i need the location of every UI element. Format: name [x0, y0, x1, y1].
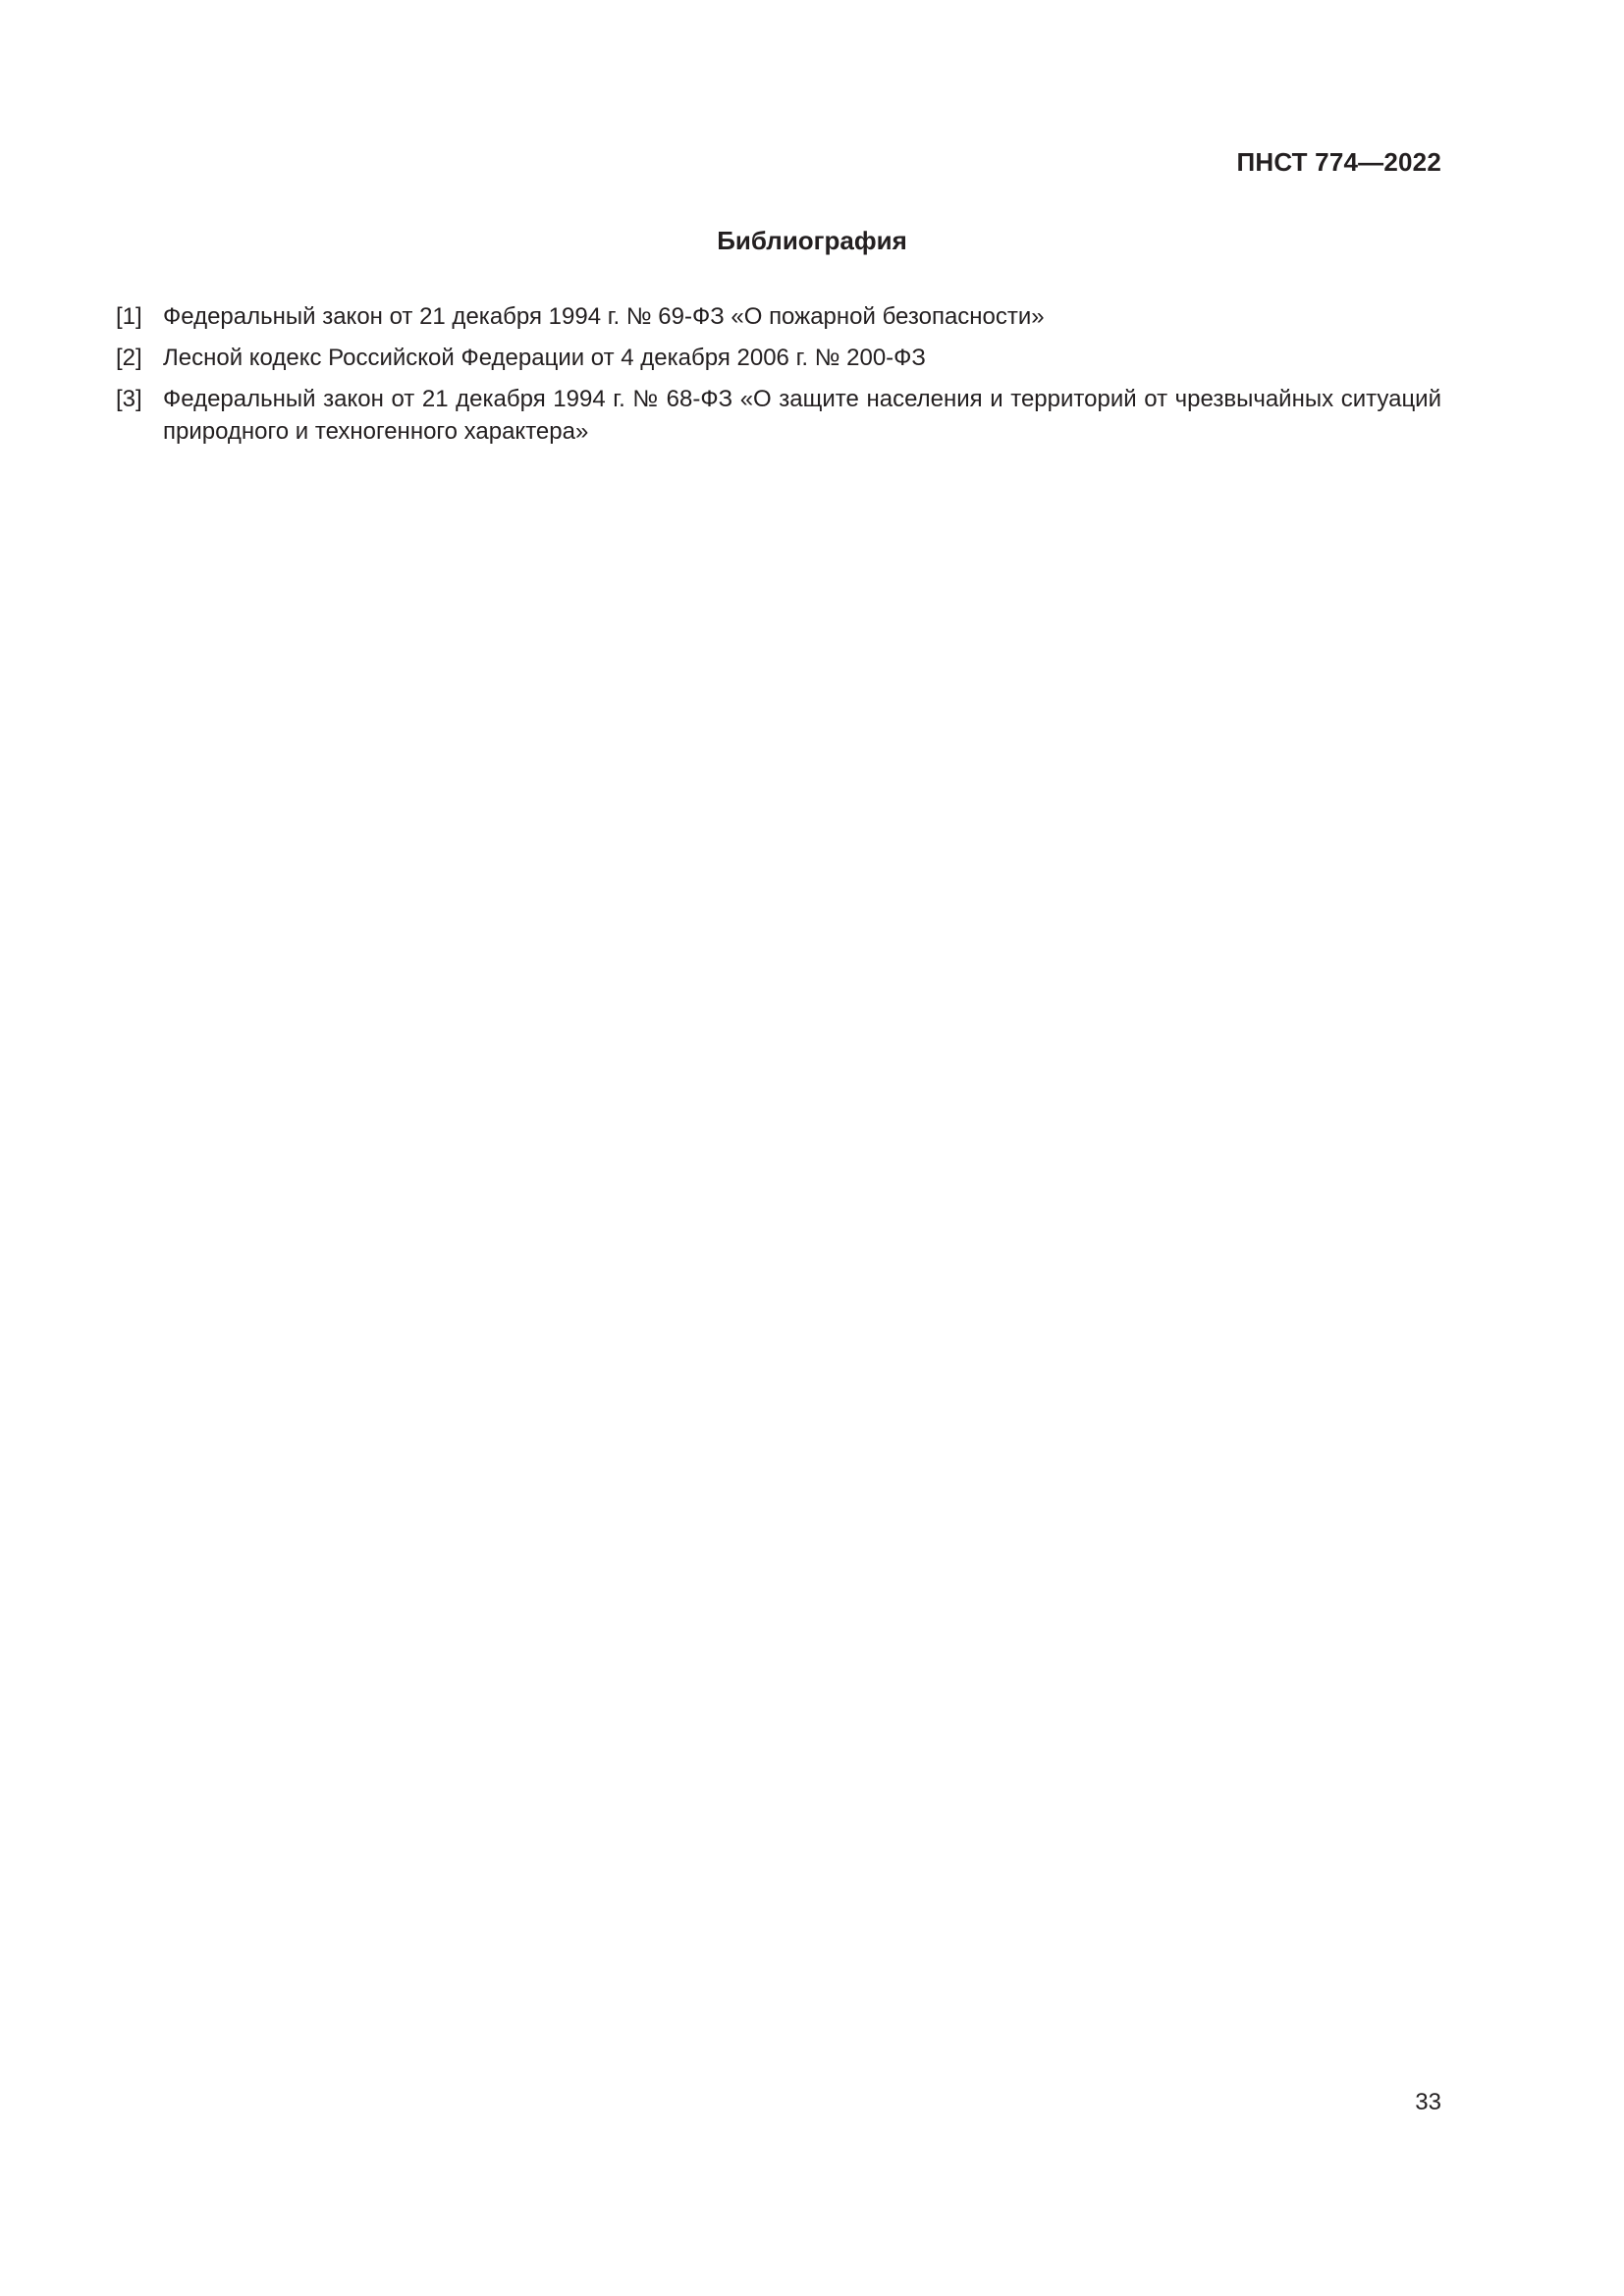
- reference-number: [3]: [116, 386, 142, 412]
- reference-number: [2]: [116, 345, 142, 371]
- section-title: Библиография: [717, 226, 907, 255]
- bibliography-item: [116, 342, 1441, 374]
- reference-text: Лесной кодекс Российской Федерации от 4 декабря 2006 г. № 200-ФЗ: [163, 345, 926, 371]
- reference-text: Федеральный закон от 21 декабря 1994 г. № 69-ФЗ «О пожарной безопасности»: [163, 303, 1045, 330]
- document-code: ПНСТ 774—2022: [1236, 147, 1441, 177]
- reference-number: [1]: [116, 303, 142, 330]
- bibliography-item: [116, 300, 1441, 333]
- bibliography-item: [116, 383, 1441, 448]
- page-number: 33: [1415, 2089, 1441, 2115]
- reference-text: Федеральный закон от 21 декабря 1994 г. № 68-ФЗ «О защите населения и территорий от чрезвычайных ситуаций природного и техногенного характера»: [163, 386, 1441, 445]
- bibliography-list: [116, 300, 1441, 456]
